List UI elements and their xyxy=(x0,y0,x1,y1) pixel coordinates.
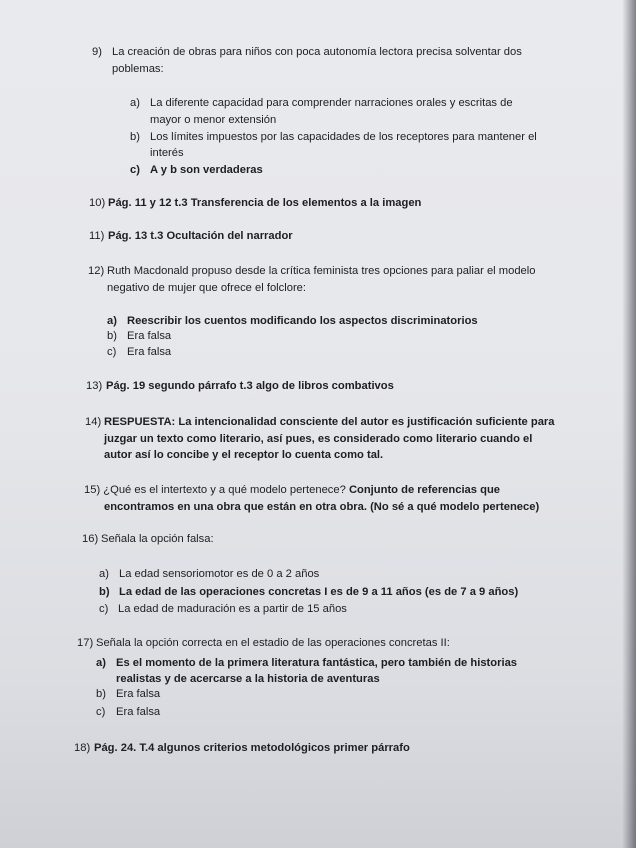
option-label: c) xyxy=(96,706,106,718)
option-text-correct: realistas y de acercarse a la historia de aventuras xyxy=(116,673,380,685)
option-label: c) xyxy=(99,603,109,615)
option-text-correct: La edad de las operaciones concretas I es de 9 a 11 años (es de 7 a 9 años) xyxy=(119,586,519,598)
question-11-answer: Pág. 13 t.3 Ocultación del narrador xyxy=(108,230,293,242)
question-14-number: 14) xyxy=(85,416,102,428)
option-text: Era falsa xyxy=(127,330,172,342)
option-label: a) xyxy=(107,315,117,327)
option-text: La edad de maduración es a partir de 15 años xyxy=(118,603,347,615)
question-13-answer: Pág. 19 segundo párrafo t.3 algo de libros combativos xyxy=(106,380,394,392)
question-9-text-line1: La creación de obras para niños con poca autonomía lectora precisa solventar dos xyxy=(112,46,522,58)
option-text-correct: A y b son verdaderas xyxy=(150,164,263,176)
option-text-correct: Reescribir los cuentos modificando los aspectos discriminatorios xyxy=(127,315,478,327)
question-11-number: 11) xyxy=(89,230,105,242)
option-text: Era falsa xyxy=(116,706,161,718)
question-15-line1 xyxy=(84,482,500,498)
question-18-number: 18) xyxy=(74,742,91,754)
question-18-answer: Pág. 24. T.4 algunos criterios metodológicos primer párrafo xyxy=(94,742,410,754)
option-text: mayor o menor extensión xyxy=(150,114,277,126)
option-label: a) xyxy=(96,657,106,669)
question-number: 9) xyxy=(92,46,102,58)
option-text: La edad sensoriomotor es de 0 a 2 años xyxy=(119,568,320,580)
option-text: interés xyxy=(150,147,184,159)
question-9 xyxy=(92,44,102,60)
question-10-number: 10) xyxy=(89,197,106,209)
question-17-text: Señala la opción correcta en el estadio de las operaciones concretas II: xyxy=(96,637,450,649)
question-12-number: 12) xyxy=(88,265,105,277)
option-label: c) xyxy=(130,164,140,176)
question-number: 15) xyxy=(84,484,101,496)
question-13-number: 13) xyxy=(86,380,103,392)
option-text: Era falsa xyxy=(116,688,161,700)
option-label: a) xyxy=(130,97,140,109)
question-14-answer-line1: RESPUESTA: La intencionalidad consciente del autor es justificación suficiente para xyxy=(104,416,555,428)
option-text: Los límites impuestos por las capacidades de los receptores para mantener el xyxy=(150,131,537,143)
question-14-answer-line3: autor así lo concibe y el receptor lo cuenta como tal. xyxy=(104,449,384,461)
question-9-text-line2: poblemas: xyxy=(112,63,164,75)
question-answer: Conjunto de referencias que xyxy=(348,484,500,496)
question-text: ¿Qué es el intertexto y a qué modelo pertenece? xyxy=(103,484,346,496)
option-text-correct: Es el momento de la primera literatura fantástica, pero también de historias xyxy=(116,657,518,669)
question-16-text: Señala la opción falsa: xyxy=(101,533,214,545)
question-12-text-line2: negativo de mujer que ofrece el folclore: xyxy=(107,282,307,294)
option-label: b) xyxy=(99,586,110,598)
question-10-answer: Pág. 11 y 12 t.3 Transferencia de los elementos a la imagen xyxy=(108,197,422,209)
page-edge-shadow xyxy=(622,0,636,848)
option-text: La diferente capacidad para comprender narraciones orales y escritas de xyxy=(150,97,513,109)
question-12-text-line1: Ruth Macdonald propuso desde la crítica feminista tres opciones para paliar el modelo xyxy=(107,265,536,277)
question-15-answer-line2: encontramos en una obra que están en otra obra. (No sé a qué modelo pertenece) xyxy=(104,501,540,513)
option-text: Era falsa xyxy=(127,346,172,358)
option-label: b) xyxy=(107,330,117,342)
option-label: c) xyxy=(107,346,117,358)
question-14-answer-line2: juzgar un texto como literario, así pues, es considerado como literario cuando el xyxy=(104,433,533,445)
question-16-number: 16) xyxy=(82,533,99,545)
option-label: a) xyxy=(99,568,109,580)
option-label: b) xyxy=(130,131,140,143)
option-label: b) xyxy=(96,688,106,700)
question-17-number: 17) xyxy=(77,637,94,649)
